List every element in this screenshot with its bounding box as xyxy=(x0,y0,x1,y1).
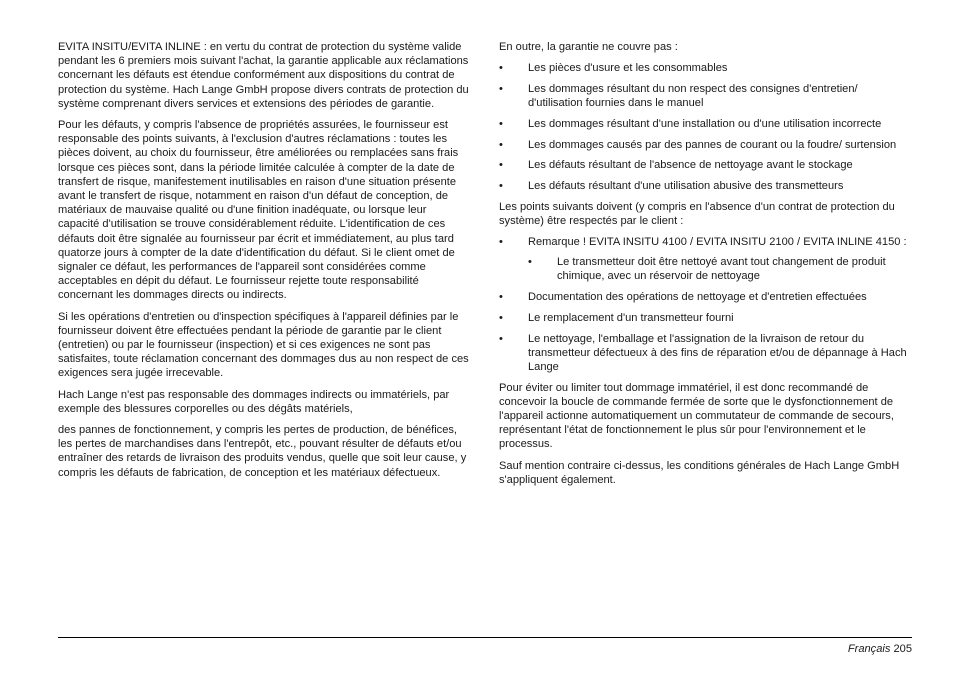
evita-note-text: Remarque ! EVITA INSITU 4100 / EVITA INSITU 2100 / EVITA INLINE 4150 : xyxy=(528,236,907,249)
list-item xyxy=(528,255,913,283)
bullet-icon: • xyxy=(499,138,503,151)
list-item-text: Les dommages résultant du non respect des consignes d'entretien/ d'utilisation fournies dans le manuel xyxy=(528,82,858,110)
list-item xyxy=(499,82,913,110)
list-item-text: Les défauts résultant de l'absence de nettoyage avant le stockage xyxy=(528,159,853,172)
list-item-text: Le nettoyage, l'emballage et l'assignation de la livraison de retour du transmetteur défectueux à des fins de réparation et/ou de dépannage à Hach Lange xyxy=(528,332,907,373)
bullet-icon: • xyxy=(499,311,503,324)
list-item xyxy=(499,138,913,152)
bullet-icon: • xyxy=(499,82,503,95)
list-item-text: Les dommages causés par des pannes de courant ou la foudre/ surtension xyxy=(528,138,897,151)
closed-loop-recommendation-paragraph: Pour éviter ou limiter tout dommage immatériel, il est donc recommandé de concevoir la boucle de commande fermée de sorte que le dysfonctionnement de l'appareil actionne automatiquement un commutateur de commande de secours, représentant l'état de fonctionnement le plus sûr pour l'environnement et le processus. xyxy=(499,381,894,451)
warranty-extension-paragraph: EVITA INSITU/EVITA INLINE : en vertu du contrat de protection du système valide pendant les 6 premiers mois suivant l'achat, la garantie applicable aux réclamations concernant les défauts est étendue conformément aux dispositions du contrat de protection du système. Hach Lange GmbH propose divers contrats de protection du système comprenant divers services et extensions des périodes de garantie. xyxy=(58,41,469,110)
footer-divider xyxy=(58,637,912,638)
list-item xyxy=(499,332,913,375)
right-column xyxy=(499,40,913,494)
page-number: 205 xyxy=(893,643,912,655)
bullet-icon: • xyxy=(499,236,503,249)
requirements-intro: Les points suivants doivent (y compris en l'absence d'un contrat de protection du système) être respectés par le client : xyxy=(499,200,895,227)
requirements-list xyxy=(499,235,913,374)
bullet-icon: • xyxy=(499,117,503,130)
page-footer xyxy=(848,642,912,656)
bullet-icon: • xyxy=(499,179,503,192)
list-item xyxy=(499,179,913,193)
list-item xyxy=(499,117,913,131)
list-item-text: Documentation des opérations de nettoyage et d'entretien effectuées xyxy=(528,291,867,304)
list-item xyxy=(499,61,913,75)
left-column xyxy=(58,40,470,487)
evita-note-sublist xyxy=(528,255,913,283)
list-item-text: Les défauts résultant d'une utilisation abusive des transmetteurs xyxy=(528,179,844,192)
bullet-icon: • xyxy=(499,62,503,75)
indirect-damages-paragraph: Hach Lange n'est pas responsable des dommages indirects ou immatériels, par exemple des blessures corporelles ou des dégâts matériels, xyxy=(58,388,450,415)
list-item xyxy=(499,311,913,325)
list-item-text: Les pièces d'usure et les consommables xyxy=(528,62,728,75)
list-item-text: Les dommages résultant d'une installation ou d'une utilisation incorrecte xyxy=(528,117,882,130)
list-item-text: Le remplacement d'un transmetteur fourni xyxy=(528,311,734,324)
list-item-text: Le transmetteur doit être nettoyé avant tout changement de produit chimique, avec un réservoir de nettoyage xyxy=(557,256,886,283)
list-item xyxy=(499,158,913,172)
operational-failures-paragraph: des pannes de fonctionnement, y compris les pertes de production, de bénéfices, les pertes de marchandises dans l'entrepôt, etc., pouvant résulter de défauts et/ou entraîner des retards de livraison des produits vendus, quelle que soit leur cause, y compris les défauts de fabrication, de conception et les matériaux défectueux. xyxy=(58,424,467,479)
footer-language: Français xyxy=(847,643,891,655)
exclusions-list xyxy=(499,61,913,193)
general-conditions-paragraph: Sauf mention contraire ci-dessus, les conditions générales de Hach Lange GmbH s'appliquent également. xyxy=(499,459,900,486)
maintenance-inspection-paragraph: Si les opérations d'entretien ou d'inspection spécifiques à l'appareil définies par le fournisseur doivent être effectuées pendant la période de garantie par le client (entretien) ou par le fournisseur (inspection) et si ces exigences ne sont pas satisfaites, toute réclamation concernant des dommages dus au non respect de ces exigences sera jugée irrecevable. xyxy=(58,310,469,380)
bullet-icon: • xyxy=(499,291,503,304)
list-item xyxy=(499,290,913,304)
exclusions-intro: En outre, la garantie ne couvre pas : xyxy=(499,41,678,53)
list-item xyxy=(499,235,913,284)
bullet-icon: • xyxy=(499,332,503,345)
bullet-icon: • xyxy=(528,256,532,269)
bullet-icon: • xyxy=(499,159,503,172)
supplier-liability-paragraph: Pour les défauts, y compris l'absence de propriétés assurées, le fournisseur est responsable des points suivants, à l'exclusion d'autres réclamations : toutes les pièces doivent, au choix du fournisseur, être améliorées ou remplacées sans frais lorsque ces pièces sont, dans la période limitée calculée à compter de la date de transfert de risque, manifestement inutilisables en raison d'une situation présente avant le transfert de risque, notamment en raison d'un défaut de conception, de matériaux de mauvaise qualité ou d'une finition inadéquate, ou lorsque leur capacité d'utilisation se trouve considérablement réduite. L'identification de ces défauts doit être signalée au fournisseur par écrit et immédiatement, au plus tard quatorze jours à compter de la date d'identification du défaut. Si le client omet de signaler ce défaut, les performances de l'appareil sont considérées comme acceptables en dépit du défaut. Le fournisseur rejette toute responsabilité concernant les dommages directs ou indirects. xyxy=(58,119,459,302)
